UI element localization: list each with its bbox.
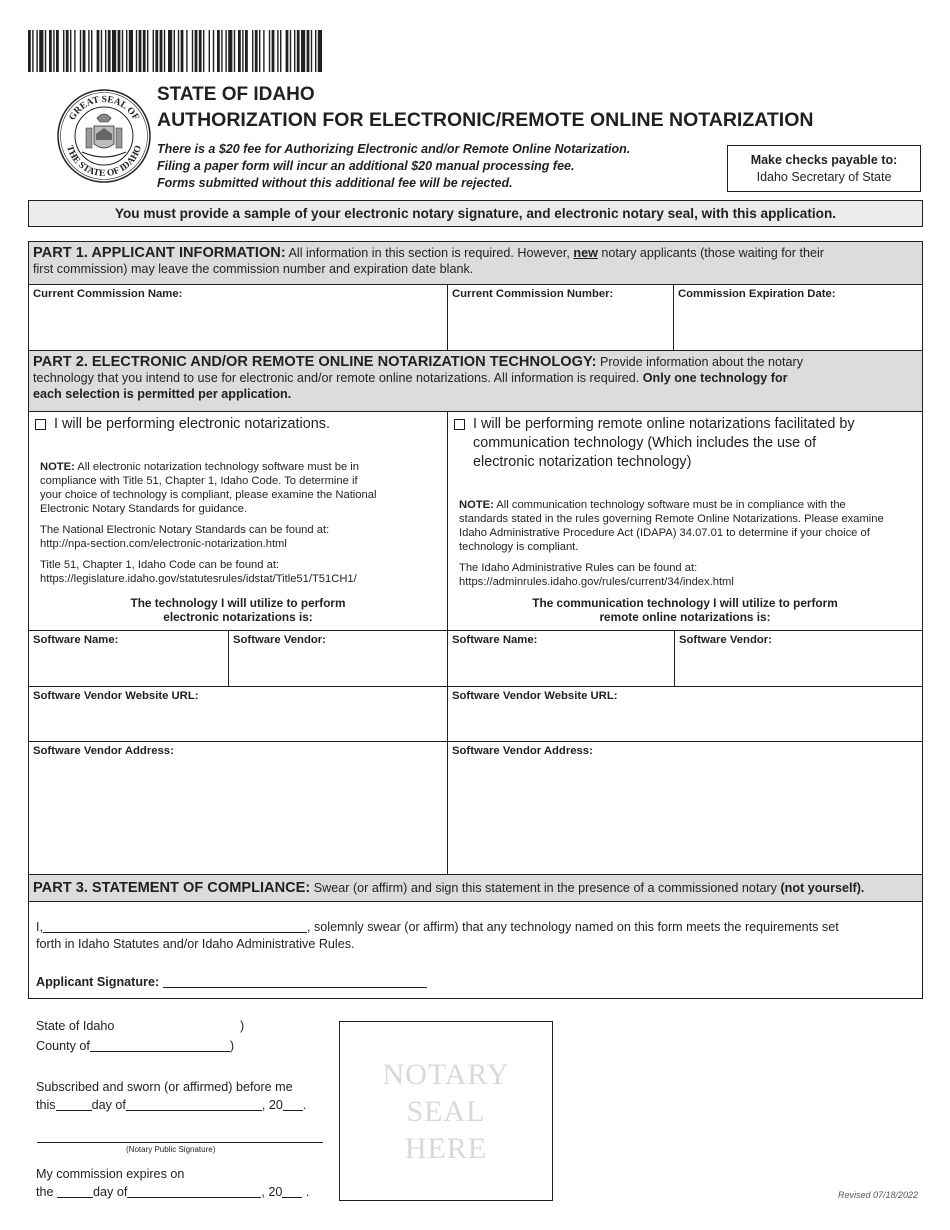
barcode-bar [213, 30, 214, 72]
barcode-bar [263, 30, 264, 72]
part1-heading: PART 1. APPLICANT INFORMATION: [33, 245, 286, 261]
admin-rules-note: The Idaho Administrative Rules can be found at: https://adminrules.idaho.gov/rules/current/34/index.html [459, 562, 734, 588]
barcode-bar [147, 30, 148, 72]
barcode-bar [307, 30, 310, 72]
commission-expires: My commission expires on [36, 1167, 185, 1181]
barcode-bar [112, 30, 116, 72]
standards-note: The National Electronic Notary Standards can be found at: http://npa-section.com/electronic-notarization.html [40, 524, 330, 550]
barcode-bar [286, 30, 289, 72]
idaho-code-note: Title 51, Chapter 1, Idaho Code can be found at: https://legislature.idaho.gov/statutesrules/idstat/Title51/T51CH1/ [40, 559, 357, 585]
barcode-bar [203, 30, 204, 72]
part3-heading: PART 3. STATEMENT OF COMPLIANCE: [33, 880, 311, 896]
barcode-bar [139, 30, 142, 72]
barcode-bar [105, 30, 106, 72]
year-line[interactable] [283, 1098, 303, 1111]
electronic-vendor-url-field[interactable]: Software Vendor Website URL: [28, 686, 448, 742]
barcode-bar [101, 30, 102, 72]
fee-note: Forms submitted without this additional fee will be rejected. [157, 176, 513, 190]
notary-signature-caption: (Notary Public Signature) [126, 1145, 216, 1154]
commission-name-field[interactable]: Current Commission Name: [28, 284, 448, 351]
state-of-idaho: State of Idaho [36, 1019, 115, 1033]
barcode-bar [217, 30, 220, 72]
barcode-bar [290, 30, 291, 72]
barcode-bar [225, 30, 226, 72]
barcode-bar [88, 30, 89, 72]
barcode-bar [209, 30, 210, 72]
remote-vendor-address-field[interactable]: Software Vendor Address: [447, 741, 923, 875]
svg-text:THE STATE OF IDAHO: THE STATE OF IDAHO [63, 144, 145, 180]
barcode-bar [36, 30, 37, 72]
commission-expiration-field[interactable]: Commission Expiration Date: [673, 284, 923, 351]
seal-text: SEAL [406, 1095, 486, 1128]
barcode-bar [45, 30, 46, 72]
barcode-bar [174, 30, 175, 72]
barcode-bar [91, 30, 92, 72]
barcode-bar [80, 30, 81, 72]
barcode-bar [242, 30, 243, 72]
notary-signature-line[interactable] [37, 1142, 323, 1143]
commission-number-field[interactable]: Current Commission Number: [447, 284, 674, 351]
barcode-bar [49, 30, 52, 72]
compliance-statement: I, , solemnly swear (or affirm) that any technology named on this form meets the requirements set [36, 920, 839, 934]
barcode-bar [255, 30, 258, 72]
remote-notarization-checkbox[interactable] [454, 419, 465, 430]
part2-heading: PART 2. ELECTRONIC AND/OR REMOTE ONLINE NOTARIZATION TECHNOLOGY: [33, 354, 597, 370]
barcode-bar [160, 30, 163, 72]
part1-header: PART 1. APPLICANT INFORMATION: All information in this section is required. However, new notary applicants (those waiting for their first commission) may leave the commission number and expiration date blank. [28, 241, 923, 285]
checks-payable-box [727, 145, 921, 192]
barcode-bar [301, 30, 305, 72]
barcode-bar [66, 30, 69, 72]
notary-seal-box [339, 1021, 553, 1201]
expires-day-line[interactable] [57, 1185, 93, 1198]
seal-text: NOTARY [382, 1058, 510, 1091]
county-line[interactable] [90, 1039, 230, 1052]
barcode-bar [238, 30, 241, 72]
barcode-bar [181, 30, 184, 72]
state-paren: ) [240, 1019, 245, 1033]
state-title: STATE OF IDAHO [157, 84, 315, 105]
part2-header: PART 2. ELECTRONIC AND/OR REMOTE ONLINE NOTARIZATION TECHNOLOGY: Provide information about the notary technology that you intend to use for electronic and/or remote online notarizations. All information is required. Only one technology for each selection is permitted per application. [28, 350, 923, 412]
barcode-bar [122, 30, 123, 72]
barcode-bar [126, 30, 127, 72]
barcode-bar [136, 30, 137, 72]
compliance-statement-line2: forth in Idaho Statutes and/or Idaho Administrative Rules. [36, 937, 355, 951]
barcode-bar [28, 30, 31, 72]
remote-software-vendor-field[interactable]: Software Vendor: [674, 630, 923, 687]
applicant-signature-line[interactable] [163, 975, 427, 988]
electronic-software-vendor-field[interactable]: Software Vendor: [228, 630, 448, 687]
barcode-bar [228, 30, 232, 72]
barcode-bar [70, 30, 71, 72]
revised-date: Revised 07/18/2022 [838, 1190, 919, 1200]
idaho-state-seal [56, 88, 152, 184]
checks-payee: Idaho Secretary of State [756, 170, 892, 184]
barcode-bar [155, 30, 158, 72]
barcode-bar [318, 30, 322, 72]
barcode [28, 30, 324, 72]
barcode-bar [32, 30, 33, 72]
electronic-vendor-address-field[interactable]: Software Vendor Address: [28, 741, 448, 875]
electronic-note: NOTE: All electronic notarization technology software must be in compliance with Title 51, Chapter 1, Idaho Code. To determine if your choice of technology is compliant, please examine the National Electronic Notary Standards for guidance. [40, 461, 377, 515]
barcode-bar [280, 30, 281, 72]
remote-notarization-option: I will be performing remote online notarizations facilitated by communication technology (Which includes the use of electronic notarization technology) [473, 416, 855, 470]
barcode-bar [178, 30, 179, 72]
barcode-bar [143, 30, 146, 72]
barcode-bar [108, 30, 111, 72]
sample-requirement-banner: You must provide a sample of your electronic notary signature, and electronic notary seal, with this application. [28, 200, 923, 227]
applicant-name-line[interactable] [43, 920, 307, 933]
barcode-bar [259, 30, 260, 72]
barcode-bar [245, 30, 248, 72]
expires-month-line[interactable] [127, 1185, 261, 1198]
electronic-notarization-checkbox[interactable] [35, 419, 46, 430]
barcode-bar [168, 30, 172, 72]
expires-year-line[interactable] [282, 1185, 302, 1198]
barcode-bar [83, 30, 86, 72]
barcode-bar [74, 30, 75, 72]
barcode-bar [153, 30, 154, 72]
checks-label: Make checks payable to: [750, 153, 898, 167]
barcode-bar [56, 30, 59, 72]
commission-expires-date: the day of , 20 . [36, 1185, 310, 1199]
barcode-bar [39, 30, 43, 72]
barcode-bar [63, 30, 64, 72]
remote-software-name-field[interactable]: Software Name: [447, 630, 675, 687]
sworn-date: this day of , 20 . [36, 1098, 307, 1112]
barcode-bar [164, 30, 165, 72]
barcode-bar [277, 30, 278, 72]
remote-utilize-label: The communication technology I will utilize to perform remote online notarizations is: [532, 596, 838, 624]
county-of: County of ) [36, 1039, 235, 1053]
remote-vendor-url-field[interactable]: Software Vendor Website URL: [447, 686, 923, 742]
form-title: AUTHORIZATION FOR ELECTRONIC/REMOTE ONLINE NOTARIZATION [157, 109, 814, 131]
barcode-bar [53, 30, 54, 72]
part3-header: PART 3. STATEMENT OF COMPLIANCE: Swear (or affirm) and sign this statement in the presence of a commissioned notary (not yourself). [28, 874, 923, 902]
barcode-bar [269, 30, 270, 72]
barcode-bar [294, 30, 295, 72]
electronic-notarization-option: I will be performing electronic notarizations. [54, 416, 330, 432]
fee-note: There is a $20 fee for Authorizing Electronic and/or Remote Online Notarization. [157, 142, 631, 156]
barcode-bar [234, 30, 235, 72]
barcode-bar [199, 30, 202, 72]
remote-note: NOTE: All communication technology software must be in compliance with the standards stated in the rules governing Remote Online Notarizations. Please examine Idaho Administrative Procedure Act (IDAPA) 34.07.01 to determine if your choice of technology is compliant. [459, 499, 884, 553]
applicant-signature: Applicant Signature: [36, 975, 427, 989]
barcode-bar [192, 30, 193, 72]
day-line[interactable] [56, 1098, 92, 1111]
barcode-bar [129, 30, 133, 72]
electronic-software-name-field[interactable]: Software Name: [28, 630, 229, 687]
barcode-bar [252, 30, 253, 72]
month-line[interactable] [126, 1098, 262, 1111]
electronic-utilize-label: The technology I will utilize to perform electronic notarizations is: [130, 596, 346, 624]
barcode-bar [195, 30, 198, 72]
barcode-bar [118, 30, 121, 72]
barcode-bar [186, 30, 187, 72]
svg-text:GREAT SEAL OF: GREAT SEAL OF [67, 94, 141, 123]
fee-note: Filing a paper form will incur an additional $20 manual processing fee. [157, 159, 575, 173]
barcode-bar [311, 30, 312, 72]
barcode-bar [272, 30, 275, 72]
barcode-bar [97, 30, 100, 72]
subscribed-sworn: Subscribed and sworn (or affirmed) before me [36, 1080, 293, 1094]
barcode-bar [315, 30, 316, 72]
barcode-bar [221, 30, 222, 72]
seal-text: HERE [404, 1132, 488, 1165]
barcode-bar [297, 30, 300, 72]
